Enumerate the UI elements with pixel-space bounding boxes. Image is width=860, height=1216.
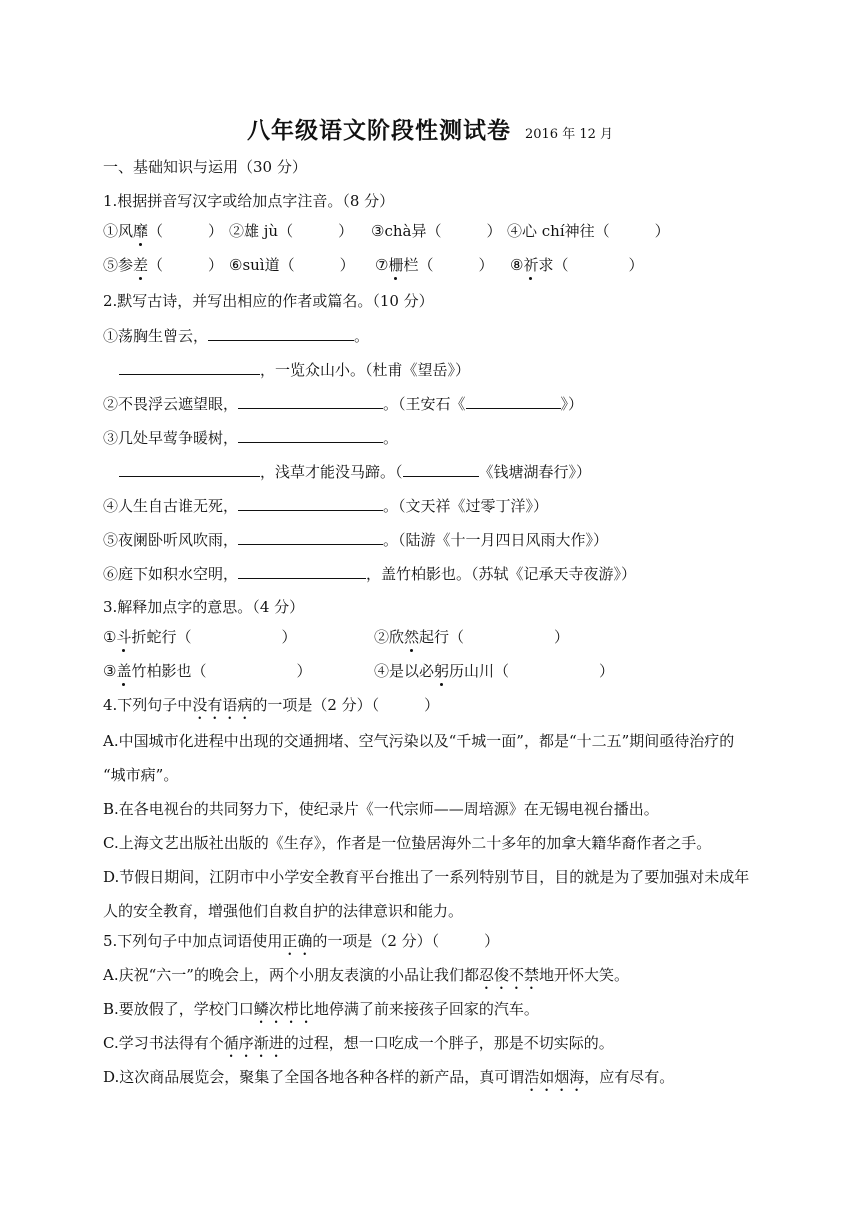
answer-blank[interactable] <box>119 359 260 375</box>
q2-line-5: ，浅草才能没马蹄。（ 《钱塘湖春行》） <box>119 461 591 482</box>
q4-stem: 4.下列句子中没有语病的一项是（2 分）（ ） <box>103 696 440 714</box>
title-blank[interactable] <box>466 393 561 409</box>
q2-line-4: ③几处早莺争暖树， 。 <box>103 429 399 447</box>
emphasis-dot: 然 <box>404 628 420 646</box>
author-blank[interactable] <box>403 461 479 477</box>
emphasis-dot: 祈 <box>523 256 539 274</box>
q2-line-8: ⑥庭下如积水空明， ，盖竹柏影也。（苏轼《记承天寺夜游》） <box>103 565 637 583</box>
q3-item-1: ①斗折蛇行（ ） <box>103 628 297 646</box>
emphasis-dotted-text: 鳞次栉比 <box>253 1000 314 1018</box>
q2-line-1: ①荡胸生曾云， 。 <box>103 327 370 345</box>
q1-item-1: ①风靡（ ） <box>103 222 224 240</box>
answer-blank[interactable] <box>208 325 354 341</box>
emphasis-dot: 躬 <box>434 662 450 680</box>
emphasis-dotted-text: 循序渐进 <box>223 1034 284 1052</box>
q3-item-3: ③盖竹柏影也（ ） <box>103 662 312 680</box>
answer-blank[interactable] <box>238 529 383 545</box>
q1-row1 <box>103 221 803 241</box>
q2-line-7: ⑤夜阑卧听风吹雨， 。（陆游《十一月四日风雨大作》） <box>103 531 609 549</box>
section-heading: 一、基础知识与运用（30 分） <box>103 158 307 176</box>
emphasis-dot: 栅 <box>388 256 404 274</box>
exam-date: 2016 年 12 月 <box>524 127 614 142</box>
emphasis-dotted-text: 浩如烟海 <box>524 1068 585 1086</box>
q1-row2 <box>103 255 803 275</box>
answer-blank[interactable] <box>238 393 383 409</box>
q5-option-c: C.学习书法得有个循序渐进的过程，想一口吃成一个胖子，那是不切实际的。 <box>103 1034 614 1052</box>
q2-line-6: ④人生自古谁无死， 。（文天祥《过零丁洋》） <box>103 497 549 515</box>
emphasis-dotted-text: 正确 <box>282 932 313 950</box>
answer-blank[interactable] <box>238 495 383 511</box>
q1-item-6: ⑥suì道（ ） <box>229 256 355 274</box>
q1-stem: 1.根据拼音写汉字或给加点字注音。（8 分） <box>103 192 395 210</box>
emphasis-dotted-text: 忍俊不禁 <box>478 966 539 984</box>
q4-option-a-cont: “城市病”。 <box>103 766 179 784</box>
answer-blank[interactable] <box>238 563 366 579</box>
q2-line-2: ，一览众山小。（杜甫《望岳》） <box>119 359 470 380</box>
q4-option-d-cont: 人的安全教育，增强他们自救自护的法律意识和能力。 <box>103 902 464 920</box>
q4-option-b: B.在各电视台的共同努力下，使纪录片《一代宗师——周培源》在无锡电视台播出。 <box>103 800 659 818</box>
q3-row-1 <box>103 627 803 647</box>
q1-item-3: ③chà异（ ） <box>371 222 502 240</box>
emphasis-dot: 差 <box>133 256 149 274</box>
q2-line-3: ②不畏浮云遮望眼， 。（王安石《 》） <box>103 395 584 413</box>
q1-item-2: ②雄 jù（ ） <box>229 222 354 240</box>
exam-title: 八年级语文阶段性测试卷 <box>246 117 511 144</box>
emphasis-dot: 斗 <box>116 628 132 646</box>
q1-item-8: ⑧祈求（ ） <box>510 256 644 274</box>
q3-item-4: ④是以必躬历山川（ ） <box>374 662 615 680</box>
q2-stem: 2.默写古诗，并写出相应的作者或篇名。（10 分） <box>103 292 434 310</box>
q3-stem: 3.解释加点字的意思。（4 分） <box>103 598 305 616</box>
emphasis-dotted-text: 没有语病 <box>192 696 253 714</box>
emphasis-dot: 盖 <box>116 662 132 680</box>
q3-row-2 <box>103 661 803 681</box>
answer-blank[interactable] <box>238 427 383 443</box>
q4-option-a: A.中国城市化进程中出现的交通拥堵、空气污染以及“千城一面”，都是“十二五”期间亟待治疗的 <box>103 732 735 750</box>
q5-stem: 5.下列句子中加点词语使用正确的一项是（2 分）（ ） <box>103 932 500 950</box>
q5-option-a: A.庆祝“六一”的晚会上，两个小朋友表演的小品让我们都忍俊不禁地开怀大笑。 <box>103 966 629 984</box>
q1-item-7: ⑦栅栏（ ） <box>375 256 494 274</box>
emphasis-dot: 靡 <box>133 222 149 240</box>
title-row <box>0 112 860 145</box>
answer-blank[interactable] <box>119 461 260 477</box>
q4-option-c: C.上海文艺出版社出版的《生存》，作者是一位蛰居海外二十多年的加拿大籍华裔作者之手。 <box>103 834 712 852</box>
q5-option-b: B.要放假了，学校门口鳞次栉比地停满了前来接孩子回家的汽车。 <box>103 1000 539 1018</box>
q3-item-2: ②欣然起行（ ） <box>374 628 570 646</box>
q5-option-d: D.这次商品展览会，聚集了全国各地各种各样的新产品，真可谓浩如烟海，应有尽有。 <box>103 1068 675 1086</box>
q1-item-4: ④心 chí神往（ ） <box>507 222 670 240</box>
q1-item-5: ⑤参差（ ） <box>103 256 224 274</box>
q4-option-d: D.节假日期间，江阴市中小学安全教育平台推出了一系列特别节目，目的就是为了要加强对未成年 <box>103 868 750 886</box>
